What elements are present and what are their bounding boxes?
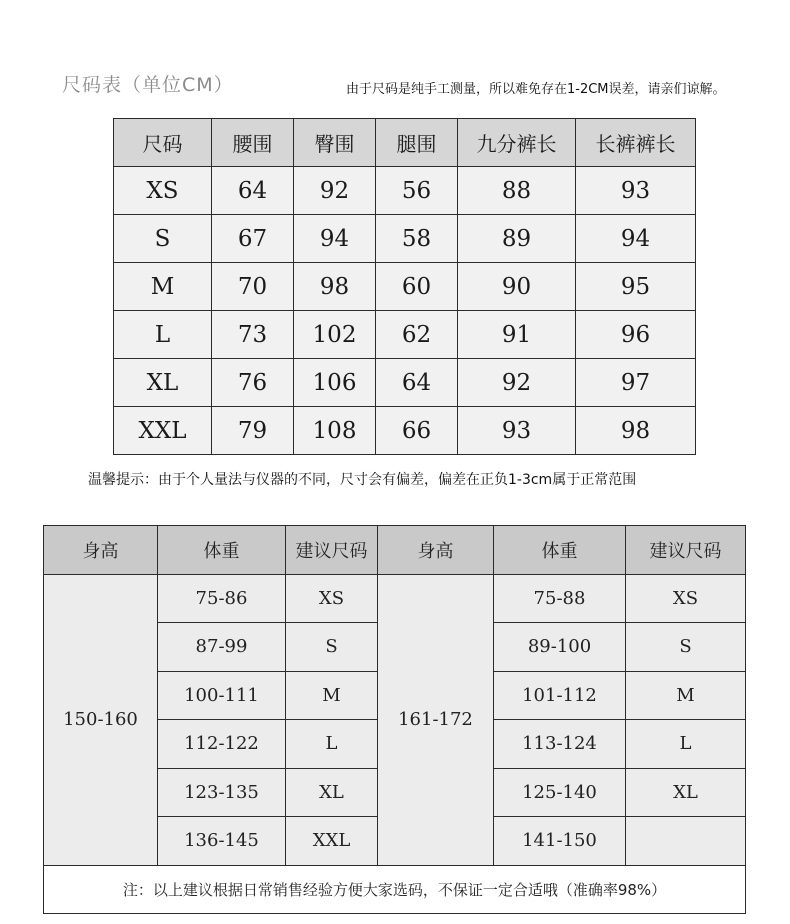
weight-cell: 123-135 (158, 768, 286, 817)
ankle-length-cell: 88 (458, 167, 576, 215)
header-cell: 体重 (494, 526, 626, 575)
page-title: 尺码表（单位CM） (62, 74, 234, 96)
measurement-tip: 温馨提示：由于个人量法与仪器的不同，尺寸会有偏差，偏差在正负1-3cm属于正常范围 (88, 472, 637, 488)
suggested-size-cell: XL (626, 768, 746, 817)
height-range-cell: 150-160 (44, 574, 158, 865)
measurement-note: 由于尺码是纯手工测量，所以难免存在1-2CM误差，请亲们谅解。 (346, 82, 726, 97)
table-row (114, 311, 696, 359)
suggested-size-cell: XS (626, 574, 746, 623)
size-chart-table (113, 118, 696, 455)
table-row (114, 359, 696, 407)
suggested-size-cell: XS (286, 574, 378, 623)
header-cell: 身高 (44, 526, 158, 575)
ankle-length-cell: 89 (458, 215, 576, 263)
hip-cell: 98 (294, 263, 376, 311)
recommendation-header-row (44, 526, 746, 575)
waist-cell: 67 (212, 215, 294, 263)
suggested-size-cell (626, 817, 746, 866)
waist-cell: 76 (212, 359, 294, 407)
header-cell: 九分裤长 (458, 119, 576, 167)
full-length-cell: 93 (576, 167, 696, 215)
header-cell: 尺码 (114, 119, 212, 167)
thigh-cell: 62 (376, 311, 458, 359)
table-row (114, 263, 696, 311)
thigh-cell: 64 (376, 359, 458, 407)
weight-cell: 112-122 (158, 720, 286, 769)
suggested-size-cell: M (626, 671, 746, 720)
thigh-cell: 60 (376, 263, 458, 311)
full-length-cell: 96 (576, 311, 696, 359)
header-cell: 臀围 (294, 119, 376, 167)
size-cell: M (114, 263, 212, 311)
suggested-size-cell: L (626, 720, 746, 769)
recommendation-footer-row (44, 865, 746, 913)
hip-cell: 102 (294, 311, 376, 359)
full-length-cell: 94 (576, 215, 696, 263)
height-range-cell: 161-172 (378, 574, 494, 865)
header-cell: 体重 (158, 526, 286, 575)
header-cell: 建议尺码 (286, 526, 378, 575)
full-length-cell: 95 (576, 263, 696, 311)
recommendation-footnote: 注：以上建议根据日常销售经验方便大家选码，不保证一定合适哦（准确率98%） (44, 865, 746, 913)
suggested-size-cell: S (286, 623, 378, 672)
size-chart-header-row (114, 119, 696, 167)
header-cell: 腰围 (212, 119, 294, 167)
size-cell: XS (114, 167, 212, 215)
header-cell: 腿围 (376, 119, 458, 167)
size-cell: XL (114, 359, 212, 407)
weight-cell: 113-124 (494, 720, 626, 769)
size-recommendation-table (43, 525, 746, 914)
suggested-size-cell: XL (286, 768, 378, 817)
thigh-cell: 56 (376, 167, 458, 215)
waist-cell: 70 (212, 263, 294, 311)
size-cell: L (114, 311, 212, 359)
header-cell: 建议尺码 (626, 526, 746, 575)
header-cell: 长裤裤长 (576, 119, 696, 167)
hip-cell: 108 (294, 407, 376, 455)
weight-cell: 87-99 (158, 623, 286, 672)
suggested-size-cell: L (286, 720, 378, 769)
weight-cell: 141-150 (494, 817, 626, 866)
ankle-length-cell: 91 (458, 311, 576, 359)
suggested-size-cell: M (286, 671, 378, 720)
table-row (114, 215, 696, 263)
full-length-cell: 97 (576, 359, 696, 407)
size-cell: XXL (114, 407, 212, 455)
full-length-cell: 98 (576, 407, 696, 455)
waist-cell: 79 (212, 407, 294, 455)
weight-cell: 89-100 (494, 623, 626, 672)
table-row (114, 167, 696, 215)
suggested-size-cell: XXL (286, 817, 378, 866)
thigh-cell: 58 (376, 215, 458, 263)
table-row (114, 407, 696, 455)
ankle-length-cell: 90 (458, 263, 576, 311)
weight-cell: 101-112 (494, 671, 626, 720)
weight-cell: 136-145 (158, 817, 286, 866)
waist-cell: 64 (212, 167, 294, 215)
waist-cell: 73 (212, 311, 294, 359)
table-row (44, 574, 746, 623)
size-cell: S (114, 215, 212, 263)
hip-cell: 92 (294, 167, 376, 215)
ankle-length-cell: 92 (458, 359, 576, 407)
ankle-length-cell: 93 (458, 407, 576, 455)
weight-cell: 75-86 (158, 574, 286, 623)
hip-cell: 94 (294, 215, 376, 263)
weight-cell: 125-140 (494, 768, 626, 817)
weight-cell: 75-88 (494, 574, 626, 623)
hip-cell: 106 (294, 359, 376, 407)
weight-cell: 100-111 (158, 671, 286, 720)
suggested-size-cell: S (626, 623, 746, 672)
thigh-cell: 66 (376, 407, 458, 455)
header-cell: 身高 (378, 526, 494, 575)
